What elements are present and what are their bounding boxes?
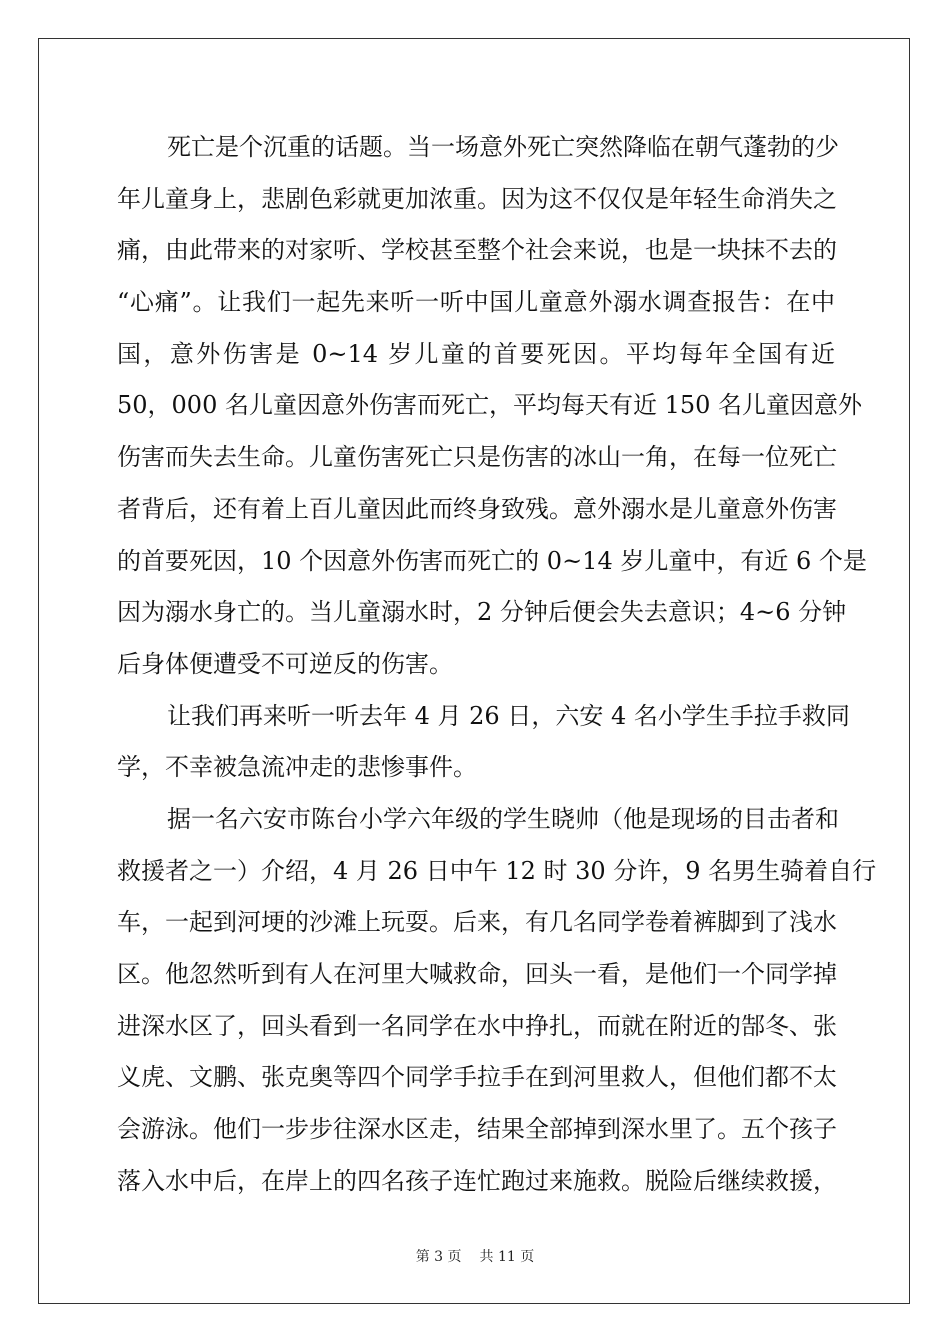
paragraph xyxy=(117,122,867,691)
text-line: 后身体便遭受不可逆反的伤害。 xyxy=(117,649,453,678)
text-line: 50，000 名儿童因意外伤害而死亡，平均每天有近 150 名儿童因意外 xyxy=(117,391,863,420)
text-line: 死亡是个沉重的话题。当一场意外死亡突然降临在朝气蓬勃的少 xyxy=(167,133,839,161)
text-line: 因为溺水身亡的。当儿童溺水时，2 分钟后便会失去意识；4~6 分钟 xyxy=(117,598,847,627)
text-line: 让我们再来听一听去年 4 月 26 日，六安 4 名小学生手拉手救同 xyxy=(167,701,850,730)
text-line: 进深水区了，回头看到一名同学在水中挣扎，而就在附近的郜冬、张 xyxy=(117,1011,837,1040)
text-line: 国，意外伤害是 0~14 岁儿童的首要死因。平均每年全国有近 xyxy=(117,339,835,368)
text-line: 年儿童身上，悲剧色彩就更加浓重。因为这不仅仅是年轻生命消失之 xyxy=(117,184,837,213)
paragraph xyxy=(117,794,877,1208)
text-line: 伤害而失去生命。儿童伤害死亡只是伤害的冰山一角，在每一位死亡 xyxy=(117,443,837,472)
text-line: 义虎、文鹏、张克奥等四个同学手拉手在到河里救人，但他们都不太 xyxy=(117,1063,837,1092)
text-line: 者背后，还有着上百儿童因此而终身致残。意外溺水是儿童意外伤害 xyxy=(117,494,837,523)
text-line: 学，不幸被急流冲走的悲惨事件。 xyxy=(117,753,477,782)
text-line: 落入水中后，在岸上的四名孩子连忙跑过来施救。脱险后继续救援， xyxy=(117,1166,837,1195)
paragraph xyxy=(117,691,850,794)
text-line: 车，一起到河埂的沙滩上玩耍。后来，有几名同学卷着裤脚到了浅水 xyxy=(117,908,837,937)
text-line: “心痛”。让我们一起先来听一听中国儿童意外溺水调查报告：在中 xyxy=(117,288,835,317)
text-line: 救援者之一）介绍，4 月 26 日中午 12 时 30 分许，9 名男生骑着自行 xyxy=(117,856,877,885)
text-line: 的首要死因，10 个因意外伤害而死亡的 0~14 岁儿童中，有近 6 个是 xyxy=(117,546,867,575)
document-body xyxy=(117,122,877,1207)
page-number: 第 3 页 xyxy=(415,1249,462,1265)
page-footer xyxy=(0,1246,950,1266)
text-line: 痛，由此带来的对家听、学校甚至整个社会来说，也是一块抹不去的 xyxy=(117,236,837,265)
text-line: 据一名六安市陈台小学六年级的学生晓帅（他是现场的目击者和 xyxy=(167,804,839,833)
page-total: 共 11 页 xyxy=(479,1249,535,1265)
text-line: 区。他忽然听到有人在河里大喊救命，回头一看，是他们一个同学掉 xyxy=(117,960,837,988)
text-line: 会游泳。他们一步步往深水区走，结果全部掉到深水里了。五个孩子 xyxy=(117,1115,837,1144)
